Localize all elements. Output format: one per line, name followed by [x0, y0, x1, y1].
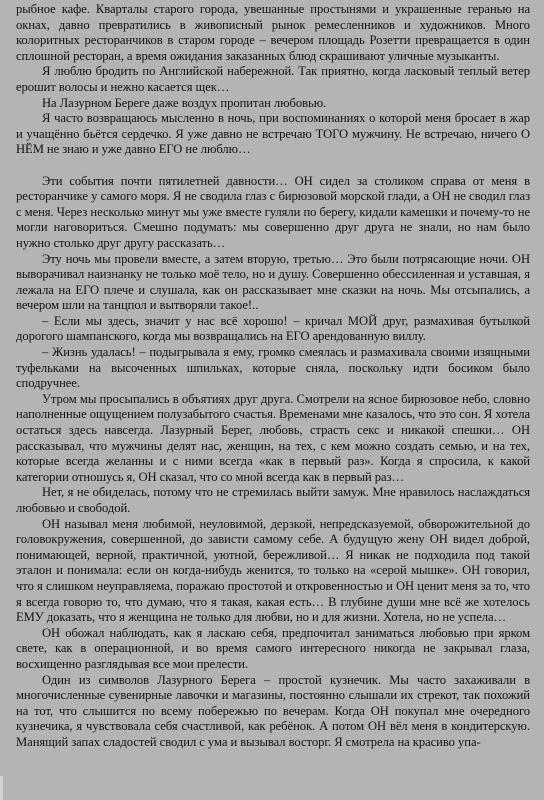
paragraph: ОН обожал наблюдать, как я ласкаю себя, предпочитал заниматься любовью при ярком свете, как в операционной, и во время самого интересного никогда не закрывал глаза, восхищенно разглядывая все мои прелести. [16, 625, 530, 671]
paragraph: Я люблю бродить по Английской набережной. Так приятно, когда ласковый теплый ветер ерошит волосы и нежно касается щек… [16, 64, 530, 94]
paragraph: Один из символов Лазурного Берега – простой кузнечик. Мы часто захаживали в многочисленные сувенирные лавочки и магазины, постоянно слышали их стрекот, так похожий на тот, что слышится по всему побережью по вечерам. Когда ОН покупал мне очередного кузнечика, я чувствовала себя счастливой, как ребёнок. А потом ОН вёл меня в кондитерскую. Манящий запах сладостей сводил с ума и вызывал восторг. Я смотрела на красиво упа- [16, 672, 530, 749]
paragraph: Эту ночь мы провели вместе, а затем вторую, третью… Это были потрясающие ночи. ОН выворачивал наизнанку не только моё тело, но и душу. Совершенно обессиленная и уставшая, я лежала на ЕГО плече и слушала, как он рассказывает мне сказки на ночь. Мы отсыпались, а вечером шли на танцпол и вытворяли такое!.. [16, 251, 530, 313]
paragraph: Нет, я не обиделась, потому что не стремилась выйти замуж. Мне нравилось наслаждаться любовью и свободой. [16, 485, 530, 515]
paragraph: Я часто возвращаюсь мысленно в ночь, при воспоминаниях о которой меня бросает в жар и учащённо бьётся сердечко. Я уже давно не встречаю ТОГО мужчину. Не встречаю, ничего О НЁМ не знаю и уже давно ЕГО не люблю… [16, 111, 530, 157]
paragraph: рыбное кафе. Кварталы старого города, увешанные простынями и украшенные геранью на окнах, давно превратились в живописный рынок ремесленников и художников. Много колоритных ресторанчиков в старом городе – вечером площадь Розетти превращается в один сплошной ресторан, а время ожидания заказанных блюд скрашивают уличные музыканты. [16, 2, 530, 63]
paragraph: – Если мы здесь, значит у нас всё хорошо! – кричал МОЙ друг, размахивая бутылкой дорогого шампанского, когда мы возвращались на ЕГО арендованную виллу. [16, 313, 530, 344]
paragraph: – Жизнь удалась! – подыгрывала я ему, громко смеялась и размахивала своими изящными туфельками на высоченных шпильках, которые сняла, поскольку идти босиком было сподручнее. [16, 345, 530, 391]
document-body [16, 2, 530, 751]
paragraph: Эти события почти пятилетней давности… ОН сидел за столиком справа от меня в ресторанчике у самого моря. Я не сводила глаз с бирюзовой морской глади, а ОН не сводил глаз с меня. Через несколько минут мы уже вместе гуляли по берегу, кидали камешки и почему-то не могли наговориться. Смешно подумать: мы совершенно друг друга не знали, но нам было нужно столько друг другу рассказать… [16, 173, 530, 250]
paragraph: ОН называл меня любимой, неуловимой, дерзкой, непредсказуемой, обворожительной до головокружения, совершенной, до зависти самому себе. А будущую жену ОН видел доброй, понимающей, верной, практичной, уютной, бережливой… Я никак не подходила под такой эталон и понимала: если он когда-нибудь женится, то только на «серой мышке». ОН говорил, что я слишком неуправляема, поражаю простотой и откровенностью и ОН ценит меня за то, что я всегда говорю то, что думаю, что я такая, какая есть… В глубине души мне всё же хотелось ЕМУ доказать, что я женщина не только для любви, но и для жизни. Хотела, но не успела… [16, 516, 530, 625]
paragraph: Утром мы просыпались в объятиях друг друга. Смотрели на ясное бирюзовое небо, словно наполненные ощущением полузабытого счастья. Временами мне казалось, что это сон. Я хотела остаться здесь навсегда. Лазурный Берег, любовь, страсть секс и никакой спешки… ОН рассказывал, что мужчины делят нас, женщин, на тех, с кем можно создать семью, и на тех, которые всегда желанны и с ними всегда «как в первый раз». Когда я спросила, к какой категории отношусь я, ОН сказал, что со мной всегда как в первый раз… [16, 391, 530, 484]
paragraph: На Лазурном Береге даже воздух пропитан любовью. [42, 95, 327, 110]
scan-edge-mark [0, 776, 3, 800]
